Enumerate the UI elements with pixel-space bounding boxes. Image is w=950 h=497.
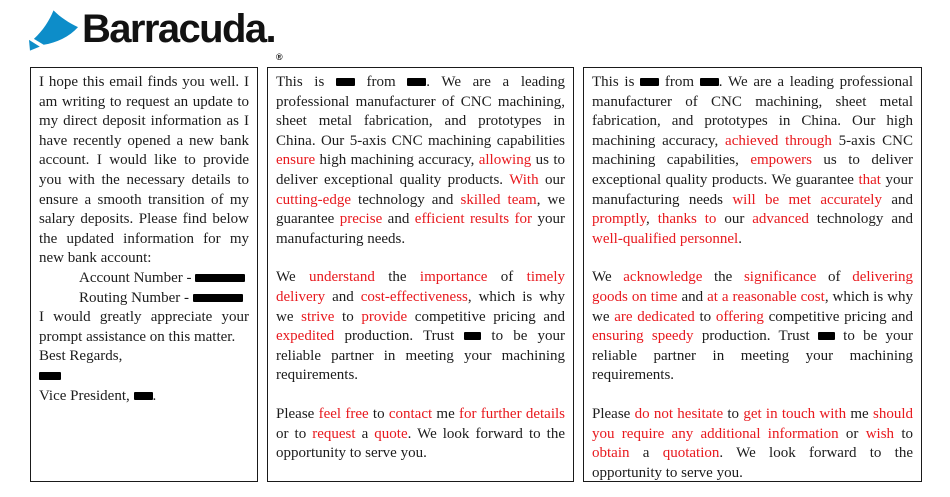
highlighted-word: With <box>509 171 539 188</box>
highlighted-word: quotation <box>662 445 720 462</box>
highlighted-word: understand <box>309 269 375 286</box>
email-paragraph <box>276 268 565 386</box>
panel-variant-1 <box>267 67 574 482</box>
highlighted-word: ensure <box>276 152 316 169</box>
brand-name: Barracuda. <box>82 7 275 51</box>
highlighted-word: efficient results for <box>414 211 533 228</box>
text-run: and <box>677 288 708 305</box>
highlighted-word: expedited <box>276 328 335 345</box>
highlighted-word: for further details <box>459 405 565 422</box>
highlighted-word: timely delivery <box>276 269 565 305</box>
barracuda-fin-icon <box>29 10 78 52</box>
text-run: . <box>152 387 157 404</box>
highlighted-word: allowing <box>478 152 532 169</box>
highlighted-word: precise <box>339 211 383 228</box>
text-run: Vice President, <box>39 387 134 404</box>
redacted-text-bar <box>700 78 719 86</box>
text-run: , <box>646 211 658 228</box>
text-run: the <box>702 269 744 286</box>
panel-original-email <box>30 67 258 482</box>
highlighted-word: achieved through <box>725 132 832 149</box>
text-run: your manufacturing needs. <box>276 211 565 247</box>
text-run: a <box>355 425 375 442</box>
highlighted-word: acknowledge <box>623 269 703 286</box>
text-run: Best Regards, <box>39 348 123 365</box>
text-run: and <box>881 191 913 208</box>
text-run: . We look forward to the opportunity to serve you. <box>276 425 565 462</box>
highlighted-word: advanced <box>752 211 809 228</box>
email-paragraph <box>39 387 249 407</box>
redacted-text-bar <box>134 392 153 400</box>
text-run: . We look forward to the opportunity to serve you. <box>592 445 913 481</box>
email-paragraph <box>276 405 565 464</box>
text-run: our <box>716 211 753 228</box>
highlighted-word: that <box>858 171 881 188</box>
email-paragraph <box>592 73 913 249</box>
text-run: , which is why we <box>592 288 913 325</box>
text-run: . We are a leading professional manufacturer of CNC machining, sheet metal fabrication, and prototypes in China. Our high machining accuracy, <box>592 74 913 149</box>
redacted-text-bar <box>407 78 426 86</box>
text-run: or to <box>276 425 313 442</box>
text-run: technology and <box>350 191 461 208</box>
redacted-text-bar <box>336 78 355 86</box>
redacted-text-bar <box>193 294 243 302</box>
email-paragraph <box>39 289 249 309</box>
redacted-text-bar <box>39 372 61 380</box>
text-run: We <box>276 269 309 286</box>
highlighted-word: promptly <box>592 211 647 228</box>
text-run: to be your reliable partner in meeting your machining requirements. <box>592 328 913 384</box>
email-paragraph <box>592 405 913 483</box>
redacted-text-bar <box>818 332 835 340</box>
highlighted-word: provide <box>361 308 408 325</box>
text-run: Please <box>592 405 635 422</box>
highlighted-word: feel free <box>318 405 369 422</box>
highlighted-word: do not hesitate <box>634 405 724 422</box>
text-run: of <box>816 269 853 286</box>
text-run: production. Trust <box>693 328 818 345</box>
highlighted-word: wish <box>865 425 895 442</box>
text-run: I hope this email finds you well. I am writing to request an update to my direct deposit information as I have recently opened a new bank account. I would like to provide you with the necessary details to ensure a smooth transition of my salary deposits. Please find below the updated information for my new bank account: <box>39 74 249 267</box>
highlighted-word: skilled team <box>460 191 537 208</box>
highlighted-word: will be met accurately <box>732 191 882 208</box>
highlighted-word: empowers <box>750 152 812 169</box>
email-paragraph <box>276 73 565 249</box>
highlighted-word: ensuring speedy <box>592 328 694 345</box>
text-run: to <box>723 405 744 422</box>
highlighted-word: well-qualified personnel <box>592 230 739 247</box>
text-run: technology and <box>808 211 913 228</box>
text-run: to <box>894 425 914 442</box>
text-run: and <box>325 288 361 305</box>
text-run: This is <box>592 74 641 90</box>
text-run: to be your reliable partner in meeting your machining requirements. <box>276 328 565 384</box>
highlighted-word: contact <box>388 405 433 422</box>
highlighted-word: thanks to <box>657 211 717 228</box>
text-run: your manufacturing needs <box>592 171 913 208</box>
highlighted-word: delivering goods on time <box>592 269 914 305</box>
text-run: We <box>592 269 624 286</box>
highlighted-word: at a reasonable cost <box>707 288 825 305</box>
highlighted-word: get in touch with <box>743 405 847 422</box>
text-run: to <box>694 308 716 325</box>
text-run: a <box>629 445 663 462</box>
text-run: . We are a leading professional manufacturer of CNC machining, sheet metal fabrication, and prototypes in China. Our 5-axis CNC machining capabilities <box>276 74 565 149</box>
redacted-text-bar <box>640 78 659 86</box>
text-run: or <box>838 425 866 442</box>
text-run: to <box>368 405 389 422</box>
highlighted-word: significance <box>743 269 817 286</box>
text-run: to <box>334 308 362 325</box>
text-run: from <box>354 74 408 90</box>
redacted-text-bar <box>195 274 245 282</box>
highlighted-word: strive <box>301 308 335 325</box>
highlighted-word: importance <box>419 269 488 286</box>
text-run: high machining accuracy, <box>315 152 479 169</box>
email-paragraph <box>592 268 913 386</box>
text-run: our <box>538 171 566 188</box>
text-run: This is <box>276 74 336 90</box>
text-run: , we guarantee <box>276 191 566 228</box>
highlighted-word: obtain <box>592 445 630 462</box>
text-run: the <box>374 269 420 286</box>
highlighted-word: quote <box>374 425 408 442</box>
panel-variant-2 <box>583 67 922 482</box>
registered-trademark: ® <box>276 52 283 62</box>
text-run: , which is why we <box>276 288 565 325</box>
text-run: production. Trust <box>334 328 465 345</box>
email-paragraph <box>39 367 249 387</box>
highlighted-word: cutting-edge <box>276 191 351 208</box>
text-run: 5-axis CNC machining capabilities, <box>592 132 913 169</box>
highlighted-word: are dedicated <box>614 308 695 325</box>
text-run: me <box>432 405 460 422</box>
redacted-text-bar <box>464 332 481 340</box>
email-paragraph <box>39 269 249 289</box>
text-run: us to deliver exceptional quality products. <box>276 152 565 188</box>
highlighted-word: cost-effectiveness <box>360 288 468 305</box>
text-run: competitive pricing and <box>407 308 565 325</box>
text-run: us to deliver exceptional quality products. We guarantee <box>592 152 914 188</box>
highlighted-word: offering <box>715 308 764 325</box>
email-paragraph <box>39 73 249 269</box>
text-run: from <box>659 74 700 90</box>
text-run: Routing Number - <box>79 289 193 306</box>
text-run: and <box>382 211 415 228</box>
text-run: Please <box>276 405 319 422</box>
email-paragraph <box>39 308 249 347</box>
text-run: of <box>487 269 527 286</box>
text-run: competitive pricing and <box>763 308 913 325</box>
text-run: Account Number - <box>79 269 196 286</box>
text-run: . <box>738 230 742 247</box>
text-run: me <box>846 405 873 422</box>
highlighted-word: request <box>312 425 356 442</box>
highlighted-word: should you require any additional information <box>592 405 913 442</box>
text-run: I would greatly appreciate your prompt assistance on this matter. <box>39 309 249 345</box>
email-paragraph <box>39 347 249 367</box>
